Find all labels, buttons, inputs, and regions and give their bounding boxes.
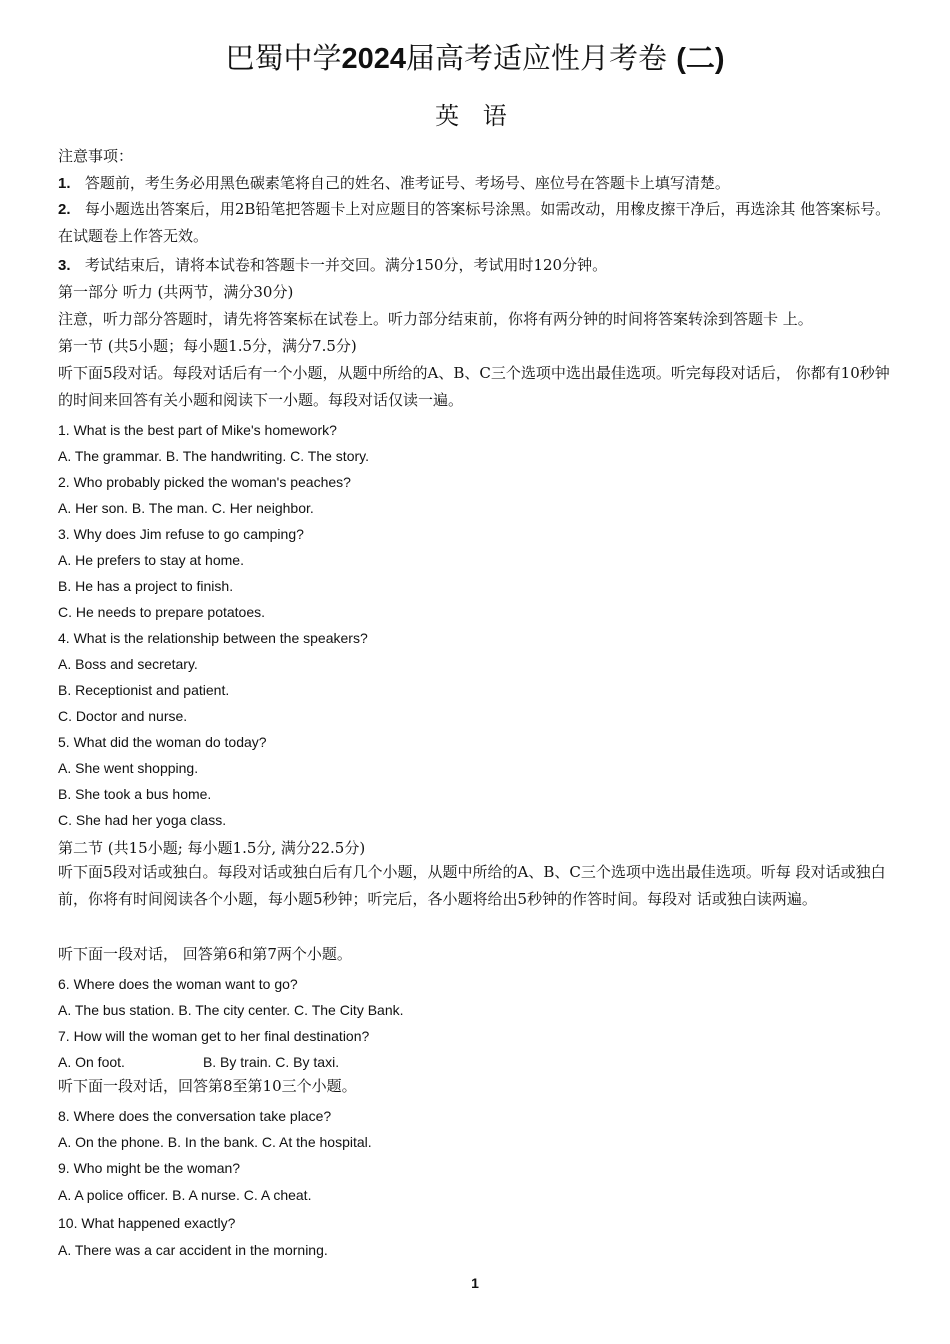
options-line: A. A police officer. B. A nurse. C. A cheat. <box>58 1187 312 1203</box>
part1-note: 注意，听力部分答题时，请先将答案标在试卷上。听力部分结束前，你将有两分钟的时间将答案转涂到答题卡 上。 <box>58 310 813 328</box>
notice-item-1: 1. 答题前，考生务必用黑色碳素笔将自己的姓名、准考证号、考场号、座位号在答题卡上填写清楚。 <box>58 174 730 192</box>
title-school: 巴蜀中学 <box>225 41 342 75</box>
title-exam-name: 届高考适应性月考卷 <box>405 41 667 75</box>
section1-instructions: 听下面5段对话。每段对话后有一个小题，从题中所给的A、B、C三个选项中选出最佳选项。听完每段对话后， 你都有10秒钟的时间来回答有关小题和阅读下一小题。每段对话仅读一遍。 <box>58 364 890 409</box>
question-line: 10. What happened exactly? <box>58 1215 236 1231</box>
question-line: 8. Where does the conversation take place? <box>58 1108 332 1124</box>
options-line: C. He needs to prepare potatoes. <box>58 604 266 620</box>
dialogue-intro: 听下面一段对话， 回答第6和第7两个小题。 <box>58 945 352 963</box>
options-line: B. Receptionist and patient. <box>58 682 230 698</box>
question-line: 9. Who might be the woman? <box>58 1160 241 1176</box>
options-line: A. On the phone. B. In the bank. C. At the hospital. <box>58 1134 372 1150</box>
question-line: 1. What is the best part of Mike's homework? <box>58 422 337 438</box>
question-line: 5. What did the woman do today? <box>58 734 267 750</box>
options-line: A. There was a car accident in the morning. <box>58 1242 328 1258</box>
options-line: C. She had her yoga class. <box>58 812 227 828</box>
options-line: A. Boss and secretary. <box>58 656 198 672</box>
options-line: B. He has a project to finish. <box>58 578 234 594</box>
section2-instructions: 听下面5段对话或独白。每段对话或独白后有几个小题，从题中所给的A、B、C三个选项中选出最佳选项。听每 段对话或独白前，你将有时间阅读各个小题，每小题5秒钟；听完后，各小题将给出5秒钟的作答时间。每段对 话或独白读两遍。 <box>58 863 886 908</box>
options-line: A. Her son. B. The man. C. Her neighbor. <box>58 500 314 516</box>
options-line: A. She went shopping. <box>58 760 199 776</box>
question-line: 3. Why does Jim refuse to go camping? <box>58 526 304 542</box>
options-line: A. He prefers to stay at home. <box>58 552 244 568</box>
part1-heading: 第一部分 听力 (共两节，满分30分) <box>58 283 294 301</box>
options-line: A. On foot. B. By train. C. By taxi. <box>58 1054 340 1070</box>
notice-heading: 注意事项： <box>58 147 134 165</box>
dialogue-intro: 听下面一段对话，回答第8至第10三个小题。 <box>58 1077 357 1095</box>
exam-title <box>0 36 950 77</box>
section2-heading: 第二节 (共15小题; 每小题1.5分, 满分22.5分) <box>58 839 366 857</box>
subject-title: 英 语 <box>435 102 515 130</box>
title-volume: (二) <box>676 43 725 75</box>
question-line: 2. Who probably picked the woman's peaches? <box>58 474 351 490</box>
options-line: B. She took a bus home. <box>58 786 212 802</box>
title-year: 2024 <box>341 43 406 75</box>
question-line: 4. What is the relationship between the speakers? <box>58 630 368 646</box>
notice-item-3: 3. 考试结束后，请将本试卷和答题卡一并交回。满分150分，考试用时120分钟。 <box>58 256 608 274</box>
options-line: C. Doctor and nurse. <box>58 708 188 724</box>
page-number: 1 <box>471 1275 479 1291</box>
options-line: A. The bus station. B. The city center. C. The City Bank. <box>58 1002 404 1018</box>
options-line: A. The grammar. B. The handwriting. C. The story. <box>58 448 369 464</box>
section1-heading: 第一节 (共5小题；每小题1.5分，满分7.5分) <box>58 337 357 355</box>
question-line: 7. How will the woman get to her final destination? <box>58 1028 370 1044</box>
notice-item-2: 2. 每小题选出答案后，用2B铅笔把答题卡上对应题目的答案标号涂黑。如需改动，用橡皮擦干净后，再选涂其 他答案标号。在试题卷上作答无效。 <box>58 200 891 245</box>
question-line: 6. Where does the woman want to go? <box>58 976 298 992</box>
